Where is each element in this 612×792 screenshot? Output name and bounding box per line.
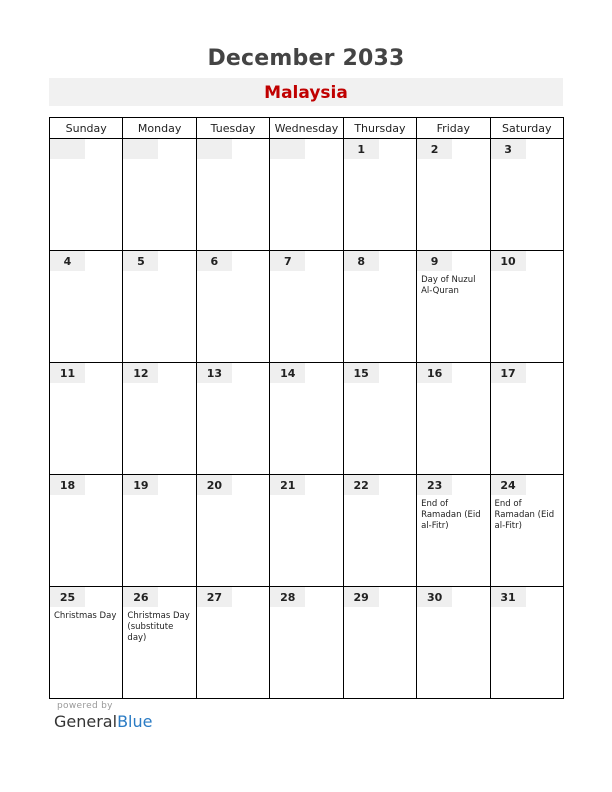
day-cell: [123, 587, 196, 699]
day-cell: [490, 475, 563, 587]
day-cell: [343, 139, 416, 251]
holiday-label: End of Ramadan (Eid al-Fitr): [421, 499, 481, 531]
weekday-thursday: Thursday: [343, 118, 416, 139]
day-number: 13: [197, 363, 232, 383]
day-number: [123, 139, 158, 159]
day-cell: [270, 139, 343, 251]
day-cell: [270, 587, 343, 699]
week-row: [50, 139, 564, 251]
day-number: 25: [50, 587, 85, 607]
day-cell: [50, 251, 123, 363]
day-cell: [50, 139, 123, 251]
day-cell: [343, 363, 416, 475]
weekday-monday: Monday: [123, 118, 196, 139]
day-cell: [417, 363, 490, 475]
day-number: 21: [270, 475, 305, 495]
day-number: 1: [344, 139, 379, 159]
day-number: 12: [123, 363, 158, 383]
day-cell: [490, 363, 563, 475]
day-number: 10: [491, 251, 526, 271]
week-row: [50, 251, 564, 363]
day-number: 15: [344, 363, 379, 383]
day-cell: [270, 363, 343, 475]
powered-by-text: powered by: [57, 701, 113, 711]
day-cell: [196, 475, 269, 587]
day-number: [270, 139, 305, 159]
day-number: [50, 139, 85, 159]
day-number: 8: [344, 251, 379, 271]
day-number: [197, 139, 232, 159]
day-cell: [123, 251, 196, 363]
country-banner: [49, 78, 563, 106]
day-number: 11: [50, 363, 85, 383]
day-number: 7: [270, 251, 305, 271]
day-number: 29: [344, 587, 379, 607]
weekday-wednesday: Wednesday: [270, 118, 343, 139]
day-cell: [343, 475, 416, 587]
day-number: 17: [491, 363, 526, 383]
day-number: 30: [417, 587, 452, 607]
calendar-grid: [49, 117, 564, 699]
day-cell: [123, 363, 196, 475]
week-row: [50, 363, 564, 475]
day-number: 19: [123, 475, 158, 495]
day-cell: [123, 475, 196, 587]
week-row: [50, 475, 564, 587]
calendar-title: December 2033: [207, 46, 405, 71]
brand-blue: Blue: [117, 712, 153, 731]
day-number: 26: [123, 587, 158, 607]
day-number: 5: [123, 251, 158, 271]
day-cell: [50, 587, 123, 699]
day-cell: [343, 587, 416, 699]
day-number: 9: [417, 251, 452, 271]
day-cell: [196, 251, 269, 363]
weekday-header-row: [50, 118, 564, 139]
weekday-friday: Friday: [417, 118, 490, 139]
day-cell: [417, 587, 490, 699]
day-number: 4: [50, 251, 85, 271]
holiday-label: Day of Nuzul Al-Quran: [421, 275, 476, 296]
day-cell: [417, 251, 490, 363]
weekday-tuesday: Tuesday: [196, 118, 269, 139]
weekday-sunday: Sunday: [50, 118, 123, 139]
day-cell: [343, 251, 416, 363]
day-cell: [490, 139, 563, 251]
day-number: 23: [417, 475, 452, 495]
weekday-saturday: Saturday: [490, 118, 563, 139]
day-cell: [270, 475, 343, 587]
day-cell: [490, 587, 563, 699]
day-cell: [196, 363, 269, 475]
day-number: 20: [197, 475, 232, 495]
day-cell: [490, 251, 563, 363]
day-number: 28: [270, 587, 305, 607]
day-cell: [270, 251, 343, 363]
day-cell: [123, 139, 196, 251]
day-number: 31: [491, 587, 526, 607]
day-number: 22: [344, 475, 379, 495]
day-cell: [196, 587, 269, 699]
day-cell: [417, 139, 490, 251]
day-number: 27: [197, 587, 232, 607]
day-cell: [50, 475, 123, 587]
day-number: 16: [417, 363, 452, 383]
day-number: 2: [417, 139, 452, 159]
day-number: 14: [270, 363, 305, 383]
generalblue-logo[interactable]: [54, 712, 152, 731]
day-number: 3: [491, 139, 526, 159]
brand-general: General: [54, 712, 118, 731]
day-cell: [50, 363, 123, 475]
holiday-label: End of Ramadan (Eid al-Fitr): [494, 499, 555, 531]
day-number: 6: [197, 251, 232, 271]
week-row: [50, 587, 564, 699]
holiday-label: Christmas Day: [54, 611, 117, 621]
country-name: Malaysia: [264, 83, 348, 103]
day-cell: [196, 139, 269, 251]
holiday-label: Christmas Day (substitute day): [127, 611, 190, 643]
day-number: 24: [491, 475, 526, 495]
day-number: 18: [50, 475, 85, 495]
day-cell: [417, 475, 490, 587]
